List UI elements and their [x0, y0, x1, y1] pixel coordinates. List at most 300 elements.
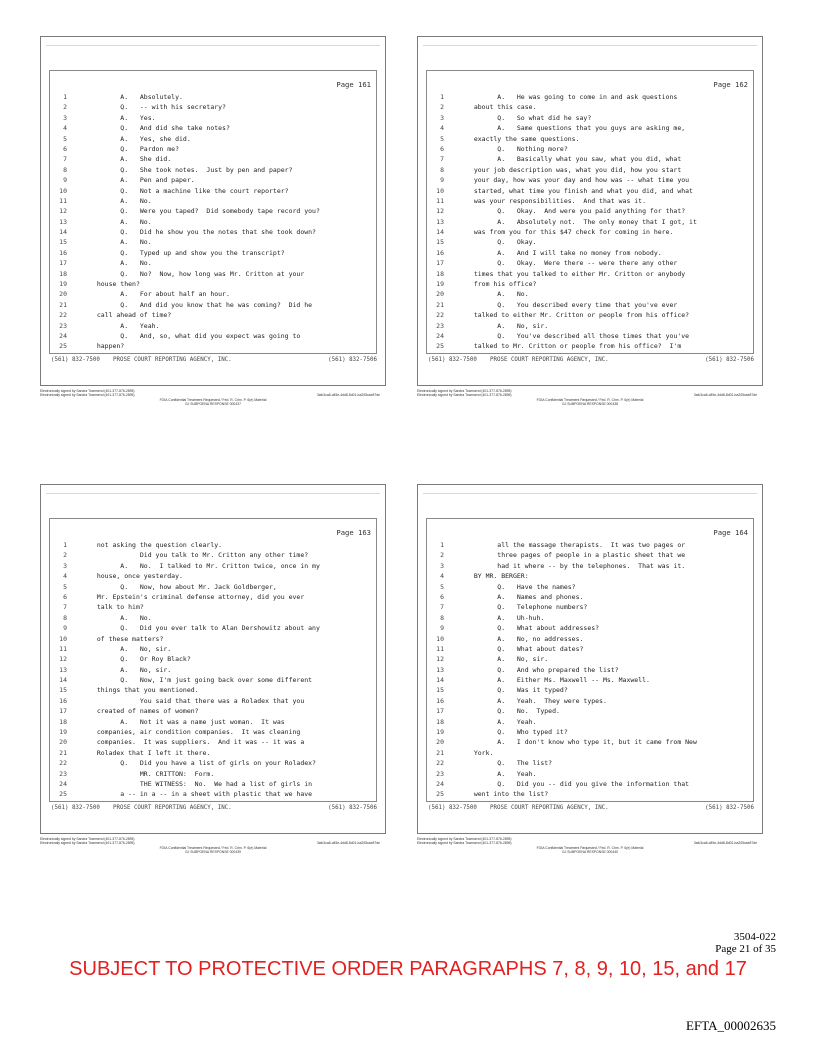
line-text: exactly the same questions.	[466, 134, 580, 143]
line-text: A. Names and phones.	[466, 592, 584, 601]
line-number: 16	[59, 696, 67, 705]
line-text: Q. Nothing more?	[466, 144, 568, 153]
transcript-line	[49, 748, 377, 758]
line-number: 13	[59, 665, 67, 674]
line-text: A. For about half an hour.	[89, 290, 230, 299]
signature-line: Electronically signed by Sandra Townsend (401-377-876-2895)	[417, 837, 512, 841]
line-text: A. No, sir.	[89, 644, 172, 653]
line-text: Q. Okay. Were there -- were there any other	[466, 259, 678, 268]
line-text: Q. Did you ever talk to Alan Dershowitz about any	[89, 624, 320, 633]
line-number: 13	[59, 217, 67, 226]
line-text: A. Yes.	[89, 113, 156, 122]
line-text: You said that there was a Roladex that you	[89, 696, 305, 705]
line-number: 7	[63, 155, 67, 164]
transcript-line	[49, 175, 377, 185]
line-number: 17	[436, 707, 444, 716]
signature-block	[417, 389, 763, 406]
line-text: A. No.	[89, 196, 152, 205]
transcript-line	[426, 102, 754, 112]
transcript-line	[426, 154, 754, 164]
transcript-line	[49, 717, 377, 727]
foia-notice: FOIA Confidential Treatment Requested / Fed. R. Crim. P. 6(e) Material	[536, 845, 644, 850]
signature-hash: 3afc3ca6-c85e-4dd8-8d01-ba205cae87de	[693, 841, 757, 846]
footer-agency: PROSE COURT REPORTING AGENCY, INC.	[113, 357, 232, 363]
line-text: A. No, no addresses.	[466, 634, 584, 643]
line-text: A. No.	[89, 238, 152, 247]
line-text: York.	[466, 748, 494, 757]
line-text: things that you mentioned.	[89, 686, 199, 695]
transcript-line	[49, 571, 377, 581]
transcript-line	[49, 592, 377, 602]
transcript-line	[49, 186, 377, 196]
line-text: A. No, sir.	[89, 665, 172, 674]
transcript-line	[426, 706, 754, 716]
line-text: Q. Typed up and show you the transcript?	[89, 248, 285, 257]
line-number: 10	[436, 186, 444, 195]
line-text: Q. Did you -- did you give the information that	[466, 779, 690, 788]
line-text: A. She did.	[89, 155, 172, 164]
line-text: had it where -- by the telephones. That was it.	[466, 561, 686, 570]
line-number: 2	[440, 551, 444, 560]
transcript-line	[49, 675, 377, 685]
line-number: 23	[436, 321, 444, 330]
transcript-line	[426, 300, 754, 310]
transcript-line	[49, 134, 377, 144]
line-number: 25	[59, 790, 67, 799]
line-number: 6	[63, 592, 67, 601]
transcript-line	[426, 144, 754, 154]
line-text: all the massage therapists. It was two pages or	[466, 541, 686, 549]
signature-hash: 3afc3ca6-c85e-4dd8-8d01-ba205cae87de	[693, 393, 757, 398]
line-number: 13	[436, 665, 444, 674]
signature-line: Electronically signed by Sandra Townsend (401-377-876-2895)	[40, 393, 135, 398]
line-text: A. No.	[89, 217, 152, 226]
footer-phone-left: (561) 832-7500	[428, 805, 477, 811]
line-text: companies. It was suppliers. And it was -- it was a	[89, 738, 305, 747]
line-number: 16	[59, 248, 67, 257]
transcript-line	[426, 769, 754, 779]
line-text: talk to him?	[89, 603, 144, 612]
transcript-line	[49, 341, 377, 351]
line-text: your job description was, what you did, how you start	[466, 165, 682, 174]
transcript-line	[49, 727, 377, 737]
line-number: 24	[436, 331, 444, 340]
line-number: 9	[440, 624, 444, 633]
footer-phone-right: (561) 832-7506	[705, 805, 754, 811]
transcript-line	[426, 175, 754, 185]
foia-notice: FOIA Confidential Treatment Requested / Fed. R. Crim. P. 6(e) Material	[159, 397, 267, 402]
line-text: talked to Mr. Critton or people from his office? I'm	[466, 342, 682, 351]
line-number: 1	[63, 93, 67, 101]
transcript-page-164	[417, 484, 763, 834]
line-text: Mr. Epstein's criminal defense attorney, did you ever	[89, 592, 305, 601]
transcript-line	[49, 582, 377, 592]
transcript-line	[49, 279, 377, 289]
line-text: started, what time you finish and what you did, and what	[466, 186, 693, 195]
line-text: A. Pen and paper.	[89, 176, 195, 185]
line-number: 8	[63, 613, 67, 622]
line-number: 15	[436, 686, 444, 695]
line-text: went into the list?	[466, 790, 549, 799]
line-text: Q. The list?	[466, 759, 553, 768]
line-text: MR. CRITTON: Form.	[89, 769, 215, 778]
page-number: Page 163	[336, 528, 371, 537]
transcript-line	[49, 269, 377, 279]
footer-agency: PROSE COURT REPORTING AGENCY, INC.	[490, 357, 609, 363]
line-text: A. No.	[89, 613, 152, 622]
transcript-line	[426, 258, 754, 268]
page-number: Page 162	[713, 80, 748, 89]
line-number: 17	[436, 259, 444, 268]
transcript-line	[426, 758, 754, 768]
line-text: A. I don't know who type it, but it came from New	[466, 738, 697, 747]
line-number: 14	[59, 228, 67, 237]
line-number: 21	[59, 300, 67, 309]
transcript-line	[426, 321, 754, 331]
footer-phone-right: (561) 832-7506	[705, 357, 754, 363]
transcript-line	[426, 602, 754, 612]
line-text: A. No.	[466, 290, 529, 299]
transcript-line	[49, 696, 377, 706]
protective-order-banner: SUBJECT TO PROTECTIVE ORDER PARAGRAPHS 7, 8, 9, 10, 15, and 17	[69, 958, 747, 980]
transcript-page-163	[40, 484, 386, 834]
line-text: Q. Pardon me?	[89, 144, 180, 153]
line-number: 9	[440, 176, 444, 185]
transcript-line	[49, 665, 377, 675]
line-number: 22	[436, 759, 444, 768]
line-number: 14	[436, 676, 444, 685]
line-number: 6	[440, 592, 444, 601]
transcript-line	[49, 310, 377, 320]
exhibit-number: 3504-022	[733, 931, 776, 943]
line-text: Q. Now, how about Mr. Jack Goldberger,	[89, 582, 277, 591]
transcript-lines	[49, 540, 377, 800]
transcript-line	[426, 571, 754, 581]
line-text: A. Basically what you saw, what you did, what	[466, 155, 682, 164]
line-text: Q. And, so, what did you expect was going to	[89, 331, 301, 340]
line-number: 6	[440, 144, 444, 153]
line-number: 1	[63, 541, 67, 549]
transcript-line	[426, 123, 754, 133]
line-number: 4	[440, 572, 444, 581]
transcript-line	[49, 644, 377, 654]
footer-phone-left: (561) 832-7500	[428, 357, 477, 363]
signature-line: Electronically signed by Sandra Townsend (401-377-876-2895)	[417, 389, 512, 393]
transcript-line	[49, 206, 377, 216]
line-number: 24	[59, 331, 67, 340]
document-stamp	[715, 931, 776, 955]
line-text: talked to either Mr. Critton or people from his office?	[466, 311, 690, 320]
line-text: from his office?	[466, 280, 537, 289]
transcript-line	[426, 623, 754, 633]
line-number: 21	[436, 748, 444, 757]
line-number: 1	[440, 541, 444, 549]
transcript-line	[426, 310, 754, 320]
transcript-line	[49, 769, 377, 779]
transcript-line	[426, 634, 754, 644]
line-text: Q. You've described all those times that you've	[466, 331, 690, 340]
transcript-line	[426, 279, 754, 289]
line-text: call ahead of time?	[89, 311, 172, 320]
transcript-line	[49, 102, 377, 112]
transcript-line	[426, 654, 754, 664]
line-number: 23	[59, 321, 67, 330]
transcript-line	[49, 92, 377, 102]
transcript-line	[49, 737, 377, 747]
transcript-line	[49, 789, 377, 799]
footer-phone-left: (561) 832-7500	[51, 805, 100, 811]
transcript-line	[426, 727, 754, 737]
line-text: A. Yeah.	[466, 769, 537, 778]
subpoena-response: GJ SUBPOENA RESPONSE 000437	[185, 401, 241, 406]
transcript-line	[426, 206, 754, 216]
line-text: of these matters?	[89, 634, 164, 643]
line-number: 19	[436, 728, 444, 737]
line-text: A. Yes, she did.	[89, 134, 191, 143]
line-text: A. Same questions that you guys are asking me,	[466, 124, 686, 133]
line-number: 2	[440, 103, 444, 112]
transcript-line	[49, 227, 377, 237]
line-number: 17	[59, 259, 67, 268]
line-number: 16	[436, 248, 444, 257]
line-number: 11	[436, 196, 444, 205]
line-text: BY MR. BERGER:	[466, 572, 529, 581]
line-number: 5	[440, 582, 444, 591]
line-text: companies, air condition companies. It was cleaning	[89, 728, 301, 737]
line-text: Q. You described every time that you've ever	[466, 300, 678, 309]
line-number: 4	[440, 124, 444, 133]
transcript-line	[49, 758, 377, 768]
signature-line: Electronically signed by Sandra Townsend (401-377-876-2895)	[40, 837, 135, 841]
footer-agency: PROSE COURT REPORTING AGENCY, INC.	[490, 805, 609, 811]
transcript-line	[426, 248, 754, 258]
line-number: 7	[440, 155, 444, 164]
line-text: Q. Was it typed?	[466, 686, 568, 695]
line-text: A. No, sir.	[466, 655, 549, 664]
footer-agency: PROSE COURT REPORTING AGENCY, INC.	[113, 805, 232, 811]
line-text: Q. Telephone numbers?	[466, 603, 588, 612]
line-number: 6	[63, 144, 67, 153]
line-number: 18	[436, 717, 444, 726]
line-text: A. No. I talked to Mr. Critton twice, once in my	[89, 561, 320, 570]
transcript-line	[426, 227, 754, 237]
line-number: 7	[63, 603, 67, 612]
transcript-page-162	[417, 36, 763, 386]
line-text: was your responsibilities. And that was it.	[466, 196, 647, 205]
transcript-line	[426, 675, 754, 685]
line-text: Q. What about dates?	[466, 644, 584, 653]
line-number: 20	[436, 738, 444, 747]
line-text: THE WITNESS: No. We had a list of girls in	[89, 779, 313, 788]
transcript-line	[49, 154, 377, 164]
line-number: 2	[63, 551, 67, 560]
line-text: Q. Now, I'm just going back over some different	[89, 676, 313, 685]
transcript-line	[49, 550, 377, 560]
line-text: a -- in a -- in a sheet with plastic that we have	[89, 790, 313, 799]
transcript-line	[426, 717, 754, 727]
signature-line: Electronically signed by Sandra Townsend (401-377-876-2895)	[40, 389, 135, 393]
transcript-line	[49, 623, 377, 633]
transcript-line	[49, 300, 377, 310]
page-of-total: Page 21 of 35	[715, 943, 776, 955]
line-text: Q. Okay.	[466, 238, 537, 247]
line-text: Q. And did you know that he was coming? Did he	[89, 300, 313, 309]
line-text: Q. No. Typed.	[466, 707, 560, 716]
line-text: house then?	[89, 280, 140, 289]
transcript-line	[426, 644, 754, 654]
line-text: Q. Not a machine like the court reporter?	[89, 186, 289, 195]
signature-block	[40, 837, 386, 854]
signature-line: Electronically signed by Sandra Townsend (401-377-876-2895)	[40, 841, 135, 846]
signature-hash: 3afc3ca6-c85e-4dd8-8d01-ba205cae87de	[316, 393, 380, 398]
line-text: Q. Were you taped? Did somebody tape record you?	[89, 207, 320, 216]
line-number: 5	[440, 134, 444, 143]
line-number: 15	[59, 238, 67, 247]
transcript-line	[426, 540, 754, 550]
line-number: 3	[63, 561, 67, 570]
line-number: 23	[59, 769, 67, 778]
line-number: 20	[436, 290, 444, 299]
line-number: 10	[59, 634, 67, 643]
line-number: 8	[440, 613, 444, 622]
line-text: Roladex that I left it there.	[89, 748, 211, 757]
line-text: not asking the question clearly.	[89, 541, 223, 549]
transcript-line	[49, 248, 377, 258]
transcript-lines	[426, 540, 754, 800]
transcript-line	[49, 123, 377, 133]
transcript-line	[49, 113, 377, 123]
line-number: 3	[440, 561, 444, 570]
transcript-line	[49, 706, 377, 716]
transcript-page-161	[40, 36, 386, 386]
line-number: 19	[436, 280, 444, 289]
line-number: 22	[59, 759, 67, 768]
transcript-line	[426, 696, 754, 706]
line-text: house, once yesterday.	[89, 572, 183, 581]
line-number: 9	[63, 624, 67, 633]
transcript-line	[426, 665, 754, 675]
line-number: 18	[59, 717, 67, 726]
line-text: about this case.	[466, 103, 537, 112]
page-number: Page 161	[336, 80, 371, 89]
line-number: 24	[436, 779, 444, 788]
line-number: 11	[59, 644, 67, 653]
transcript-line	[426, 165, 754, 175]
transcript-line	[426, 113, 754, 123]
line-number: 25	[436, 790, 444, 799]
line-number: 19	[59, 728, 67, 737]
signature-block	[40, 389, 386, 406]
line-number: 4	[63, 124, 67, 133]
transcript-line	[49, 561, 377, 571]
line-number: 15	[59, 686, 67, 695]
line-text: Q. Or Roy Black?	[89, 655, 191, 664]
line-number: 22	[436, 311, 444, 320]
line-text: Did you talk to Mr. Critton any other time?	[89, 551, 309, 560]
transcript-line	[49, 217, 377, 227]
transcript-line	[49, 331, 377, 341]
line-number: 4	[63, 572, 67, 581]
line-number: 16	[436, 696, 444, 705]
line-number: 21	[436, 300, 444, 309]
signature-line: Electronically signed by Sandra Townsend (401-377-876-2895)	[417, 841, 512, 846]
transcript-line	[426, 779, 754, 789]
transcript-line	[49, 634, 377, 644]
line-text: A. No.	[89, 259, 152, 268]
line-number: 17	[59, 707, 67, 716]
line-number: 10	[436, 634, 444, 643]
line-text: Q. She took notes. Just by pen and paper?	[89, 165, 293, 174]
transcript-line	[49, 779, 377, 789]
line-number: 13	[436, 217, 444, 226]
line-text: A. Absolutely not. The only money that I got, it	[466, 217, 697, 226]
transcript-line	[49, 602, 377, 612]
line-number: 11	[436, 644, 444, 653]
line-number: 1	[440, 93, 444, 101]
page-number: Page 164	[713, 528, 748, 537]
line-number: 25	[59, 342, 67, 351]
line-text: A. Yeah.	[466, 717, 537, 726]
transcript-line	[49, 613, 377, 623]
footer-phone-left: (561) 832-7500	[51, 357, 100, 363]
line-number: 12	[59, 655, 67, 664]
line-text: A. No, sir.	[466, 321, 549, 330]
transcript-line	[49, 685, 377, 695]
transcript-line	[426, 217, 754, 227]
line-number: 12	[59, 207, 67, 216]
transcript-line	[426, 289, 754, 299]
line-text: A. Not it was a name just woman. It was	[89, 717, 285, 726]
line-number: 14	[436, 228, 444, 237]
line-text: Q. What about addresses?	[466, 624, 600, 633]
line-text: A. Absolutely.	[89, 93, 183, 101]
line-number: 20	[59, 738, 67, 747]
transcript-line	[49, 237, 377, 247]
line-text: three pages of people in a plastic sheet that we	[466, 551, 686, 560]
line-number: 7	[440, 603, 444, 612]
transcript-line	[426, 134, 754, 144]
signature-line: Electronically signed by Sandra Townsend (401-377-876-2895)	[417, 393, 512, 398]
line-text: Q. And did she take notes?	[89, 124, 230, 133]
line-text: A. Either Ms. Maxwell -- Ms. Maxwell.	[466, 676, 650, 685]
footer-phone-right: (561) 832-7506	[328, 805, 377, 811]
transcript-line	[49, 654, 377, 664]
line-text: Q. And who prepared the list?	[466, 665, 619, 674]
line-text: Q. -- with his secretary?	[89, 103, 226, 112]
foia-notice: FOIA Confidential Treatment Requested / Fed. R. Crim. P. 6(e) Material	[536, 397, 644, 402]
line-text: your day, how was your day and how was -- what time you	[466, 176, 690, 185]
subpoena-response: GJ SUBPOENA RESPONSE 000440	[562, 849, 618, 854]
transcript-line	[426, 331, 754, 341]
line-text: A. He was going to come in and ask questions	[466, 93, 678, 101]
line-text: was from you for this $47 check for coming in here.	[466, 228, 674, 237]
line-number: 19	[59, 280, 67, 289]
line-number: 12	[436, 207, 444, 216]
transcript-line	[426, 269, 754, 279]
line-number: 21	[59, 748, 67, 757]
line-text: Q. No? Now, how long was Mr. Critton at your	[89, 269, 305, 278]
line-number: 3	[440, 113, 444, 122]
transcript-lines	[426, 92, 754, 352]
transcript-lines	[49, 92, 377, 352]
line-number: 10	[59, 186, 67, 195]
line-number: 23	[436, 769, 444, 778]
transcript-line	[426, 186, 754, 196]
transcript-line	[49, 144, 377, 154]
transcript-line	[426, 237, 754, 247]
transcript-line	[426, 592, 754, 602]
transcript-line	[49, 289, 377, 299]
